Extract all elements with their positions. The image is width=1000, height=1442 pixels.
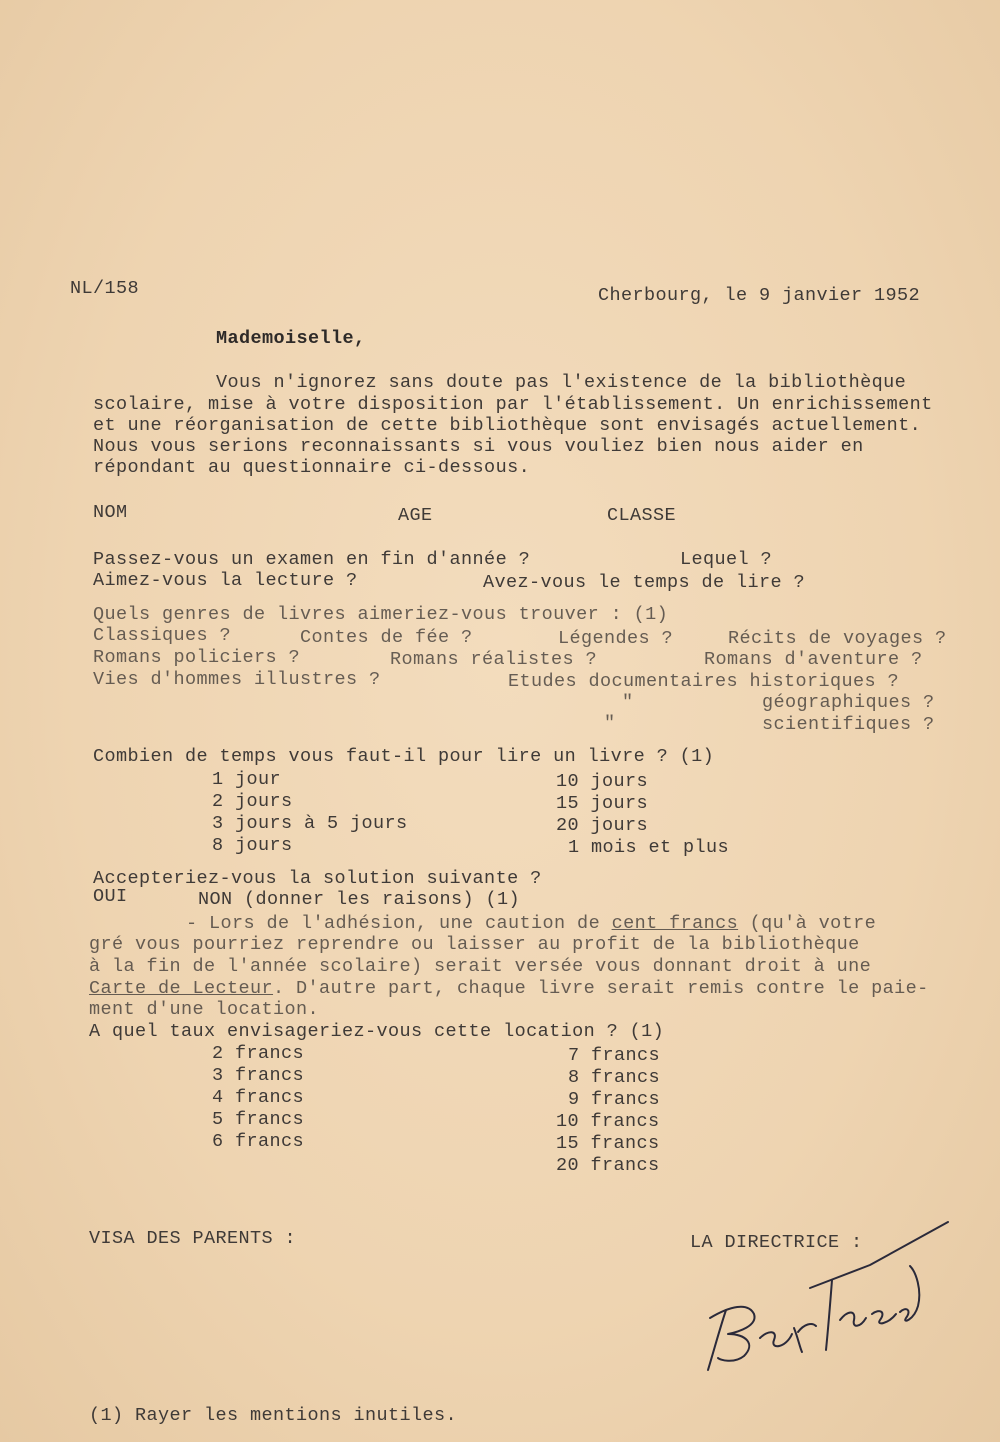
solution-text: - Lors de l'adhésion, une caution de (186, 913, 612, 934)
la-directrice: LA DIRECTRICE : (690, 1232, 863, 1253)
option-non: NON (donner les raisons) (1) (198, 889, 521, 910)
duree-option: 8 jours (212, 835, 293, 856)
solution-paragraph-line: gré vous pourriez reprendre ou laisser au profit de la bibliothèque (89, 934, 860, 955)
field-classe: CLASSE (607, 505, 677, 526)
question-temps: Avez-vous le temps de lire ? (483, 572, 806, 593)
option-oui: OUI (93, 886, 128, 907)
genre-etudes-historiques: Etudes documentaires historiques ? (508, 671, 900, 692)
taux-option: 9 francs (568, 1089, 661, 1110)
field-age: AGE (398, 505, 433, 526)
genre-legendes: Légendes ? (558, 628, 674, 649)
genre-etudes-scientifiques: scientifiques ? (762, 714, 935, 735)
footnote: (1) Rayer les mentions inutiles. (89, 1405, 458, 1426)
duree-option: 20 jours (556, 815, 649, 836)
ditto-mark: " (622, 692, 634, 713)
question-examen: Passez-vous un examen en fin d'année ? (93, 549, 531, 570)
taux-option: 5 francs (212, 1109, 305, 1130)
genre-vies-hommes: Vies d'hommes illustres ? (93, 669, 381, 690)
duree-option: 1 jour (212, 769, 282, 790)
intro-line: Nous vous serions reconnaissants si vous vouliez bien nous aider en (93, 436, 864, 457)
taux-option: 15 francs (556, 1133, 660, 1154)
solution-paragraph-line: ment d'une location. (89, 999, 320, 1020)
reference-number: NL/158 (70, 278, 140, 299)
salutation: Mademoiselle, (216, 328, 366, 349)
solution-text: . D'autre part, chaque livre serait remis contre le paie- (273, 978, 929, 999)
solution-paragraph-line: à la fin de l'année scolaire) serait versée vous donnant droit à une (89, 956, 872, 977)
taux-option: 8 francs (568, 1067, 661, 1088)
taux-option: 10 francs (556, 1111, 660, 1132)
question-genres: Quels genres de livres aimeriez-vous trouver : (1) (93, 604, 669, 625)
genre-etudes-geographiques: géographiques ? (762, 692, 935, 713)
question-lecture: Aimez-vous la lecture ? (93, 570, 358, 591)
cent-francs: cent francs (611, 913, 739, 934)
visa-des-parents: VISA DES PARENTS : (89, 1228, 297, 1249)
genre-classiques: Classiques ? (93, 625, 232, 646)
duree-option: 10 jours (556, 771, 649, 792)
taux-option: 6 francs (212, 1131, 305, 1152)
genre-contes: Contes de fée ? (300, 627, 473, 648)
duree-option: 15 jours (556, 793, 649, 814)
intro-line: et une réorganisation de cette bibliothèque sont envisagés actuellement. (93, 415, 922, 436)
question-lequel: Lequel ? (680, 549, 773, 570)
solution-paragraph-line (186, 913, 876, 935)
intro-line: Vous n'ignorez sans doute pas l'existence de la bibliothèque (216, 372, 907, 393)
taux-option: 20 francs (556, 1155, 660, 1176)
field-nom: NOM (93, 502, 128, 523)
taux-option: 7 francs (568, 1045, 661, 1066)
duree-option: 1 mois et plus (568, 837, 730, 858)
intro-line: répondant au questionnaire ci-dessous. (93, 457, 531, 478)
duree-option: 3 jours à 5 jours (212, 813, 408, 834)
genre-romans-realistes: Romans réalistes ? (390, 649, 598, 670)
genre-romans-aventure: Romans d'aventure ? (704, 649, 923, 670)
intro-line: scolaire, mise à votre disposition par l'établissement. Un enrichissement (93, 394, 933, 415)
genre-romans-policiers: Romans policiers ? (93, 647, 301, 668)
ditto-mark: " (604, 713, 616, 734)
duree-option: 2 jours (212, 791, 293, 812)
question-taux: A quel taux envisageriez-vous cette location ? (1) (89, 1021, 665, 1042)
carte-de-lecteur: Carte de Lecteur (89, 978, 274, 999)
question-solution: Accepteriez-vous la solution suivante ? (93, 868, 542, 889)
handwritten-signature (690, 1210, 970, 1380)
solution-paragraph-line (89, 978, 929, 1000)
question-duree: Combien de temps vous faut-il pour lire un livre ? (1) (93, 746, 715, 767)
solution-text: (qu'à votre (738, 913, 877, 934)
taux-option: 4 francs (212, 1087, 305, 1108)
place-date: Cherbourg, le 9 janvier 1952 (598, 285, 921, 306)
taux-option: 2 francs (212, 1043, 305, 1064)
taux-option: 3 francs (212, 1065, 305, 1086)
genre-recits-voyages: Récits de voyages ? (728, 628, 947, 649)
